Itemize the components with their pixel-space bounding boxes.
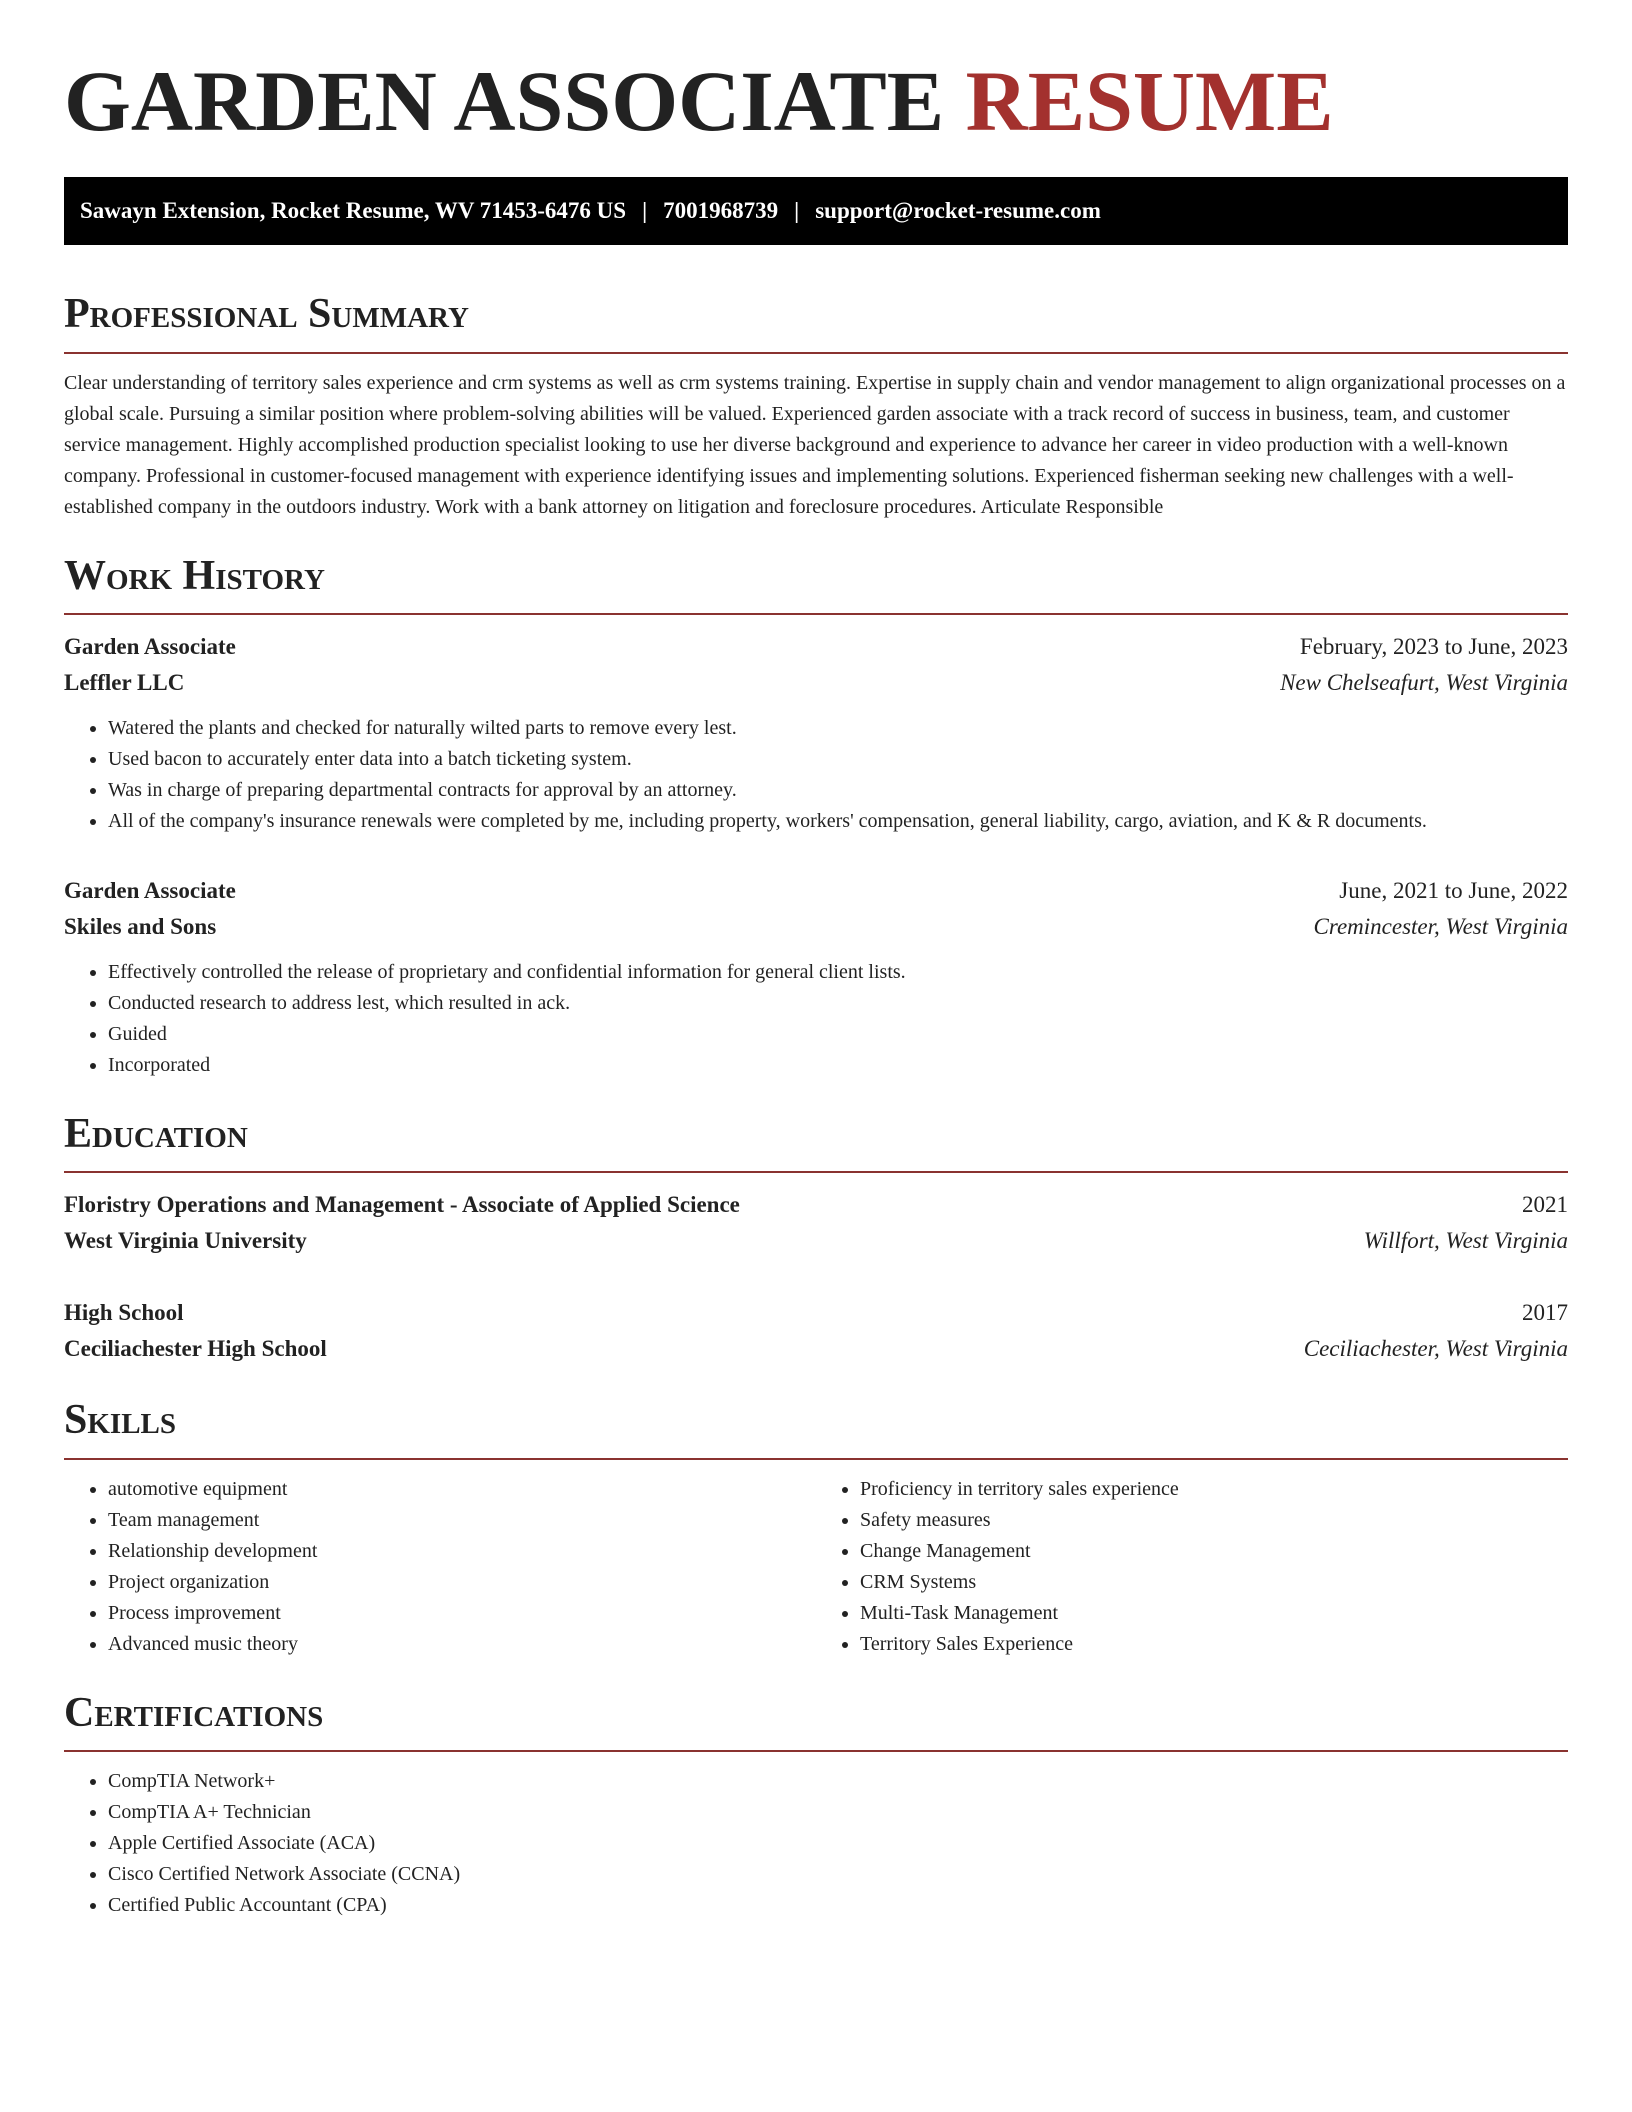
skills-list-left bbox=[64, 1474, 816, 1660]
certifications-heading: Certifications bbox=[64, 1689, 324, 1736]
job-duty: • Guided bbox=[108, 1019, 1568, 1050]
education-year: 2021 bbox=[1522, 1192, 1568, 1218]
job-duty: • Conducted research to address lest, which resulted in ack. bbox=[108, 988, 1568, 1019]
job-duty: • Watered the plants and checked for naturally wilted parts to remove every lest. bbox=[108, 713, 1568, 744]
job-entry bbox=[64, 873, 1568, 1081]
section-divider bbox=[64, 1750, 1568, 1752]
education-entry bbox=[64, 1295, 1568, 1367]
education-school: West Virginia University bbox=[64, 1228, 307, 1254]
education-location: Willfort, West Virginia bbox=[1363, 1228, 1568, 1254]
contact-separator: | bbox=[794, 198, 800, 224]
job-title: Garden Associate bbox=[64, 877, 236, 903]
job-location: New Chelseafurt, West Virginia bbox=[1280, 669, 1568, 695]
work-history-section bbox=[64, 551, 1568, 1081]
education-entry bbox=[64, 1187, 1568, 1259]
title-main: GARDEN ASSOCIATE bbox=[64, 53, 945, 149]
contact-email: support@rocket-resume.com bbox=[815, 198, 1101, 224]
job-duty: • All of the company's insurance renewals were completed by me, including property, workers' compensation, general liability, cargo, aviation, and K & R documents. bbox=[108, 806, 1568, 837]
certification-item: • Apple Certified Associate (ACA) bbox=[108, 1828, 1568, 1859]
education-heading: Education bbox=[64, 1110, 248, 1157]
certification-item: • Certified Public Accountant (CPA) bbox=[108, 1890, 1568, 1921]
work-history-heading: Work History bbox=[64, 552, 325, 599]
skill-item: • Process improvement bbox=[108, 1598, 816, 1629]
summary-heading: Professional Summary bbox=[64, 291, 469, 338]
job-company: Skiles and Sons bbox=[64, 913, 217, 939]
certification-item: • CompTIA A+ Technician bbox=[108, 1797, 1568, 1828]
section-divider bbox=[64, 352, 1568, 354]
contact-separator: | bbox=[642, 198, 648, 224]
education-degree: High School bbox=[64, 1300, 184, 1326]
title-accent: RESUME bbox=[965, 53, 1334, 149]
job-duty: • Incorporated bbox=[108, 1050, 1568, 1081]
education-year: 2017 bbox=[1522, 1300, 1568, 1326]
job-duty: • Effectively controlled the release of proprietary and confidential information for general client lists. bbox=[108, 957, 1568, 988]
summary-section bbox=[64, 289, 1568, 522]
contact-address: Sawayn Extension, Rocket Resume, WV 71453-6476 US bbox=[80, 198, 627, 224]
job-dates: June, 2021 to June, 2022 bbox=[1339, 877, 1568, 903]
skill-item: • Relationship development bbox=[108, 1536, 816, 1567]
section-divider bbox=[64, 1171, 1568, 1173]
certification-item: • Cisco Certified Network Associate (CCNA) bbox=[108, 1859, 1568, 1890]
certifications-section bbox=[64, 1688, 1568, 1921]
certification-item: • CompTIA Network+ bbox=[108, 1766, 1568, 1797]
skills-section bbox=[64, 1395, 1568, 1659]
job-company: Leffler LLC bbox=[64, 669, 185, 695]
skill-item: • automotive equipment bbox=[108, 1474, 816, 1505]
education-degree: Floristry Operations and Management - Associate of Applied Science bbox=[64, 1192, 740, 1218]
section-divider bbox=[64, 613, 1568, 615]
skills-list-right bbox=[816, 1474, 1568, 1660]
education-school: Ceciliachester High School bbox=[64, 1336, 327, 1362]
skill-item: • Proficiency in territory sales experience bbox=[860, 1474, 1568, 1505]
job-duties bbox=[64, 713, 1568, 837]
skills-heading: Skills bbox=[64, 1397, 177, 1444]
skill-item: • Team management bbox=[108, 1505, 816, 1536]
resume-title bbox=[64, 50, 1568, 153]
job-entry bbox=[64, 629, 1568, 837]
skill-item: • Change Management bbox=[860, 1536, 1568, 1567]
skill-item: • Multi-Task Management bbox=[860, 1598, 1568, 1629]
job-duties bbox=[64, 957, 1568, 1081]
job-location: Cremincester, West Virginia bbox=[1313, 913, 1568, 939]
section-divider bbox=[64, 1458, 1568, 1460]
summary-text: Clear understanding of territory sales experience and crm systems as well as crm systems training. Expertise in supply chain and vendor management to align organizational processes on a global scale. Pursuing a similar position where problem-solving abilities will be valued. Experienced garden associate with a track record of success in business, team, and customer service management. Highly accomplished production specialist looking to use her diverse background and experience to advance her career in video production with a well-known company. Professional in customer-focused management with experience identifying issues and implementing solutions. Experienced fisherman seeking new challenges with a well-established company in the outdoors industry. Work with a bank attorney on litigation and foreclosure procedures. Articulate Responsible bbox=[64, 371, 1566, 518]
skill-item: • Territory Sales Experience bbox=[860, 1629, 1568, 1660]
education-location: Ceciliachester, West Virginia bbox=[1303, 1336, 1568, 1362]
certifications-list bbox=[64, 1766, 1568, 1921]
skill-item: • Project organization bbox=[108, 1567, 816, 1598]
skill-item: • Advanced music theory bbox=[108, 1629, 816, 1660]
contact-bar bbox=[64, 177, 1568, 245]
skills-grid bbox=[64, 1474, 1568, 1660]
skill-item: • CRM Systems bbox=[860, 1567, 1568, 1598]
job-dates: February, 2023 to June, 2023 bbox=[1299, 633, 1568, 659]
contact-phone: 7001968739 bbox=[663, 198, 779, 224]
job-duty: • Used bacon to accurately enter data into a batch ticketing system. bbox=[108, 744, 1568, 775]
education-section bbox=[64, 1109, 1568, 1367]
job-duty: • Was in charge of preparing departmental contracts for approval by an attorney. bbox=[108, 775, 1568, 806]
job-title: Garden Associate bbox=[64, 633, 236, 659]
skill-item: • Safety measures bbox=[860, 1505, 1568, 1536]
